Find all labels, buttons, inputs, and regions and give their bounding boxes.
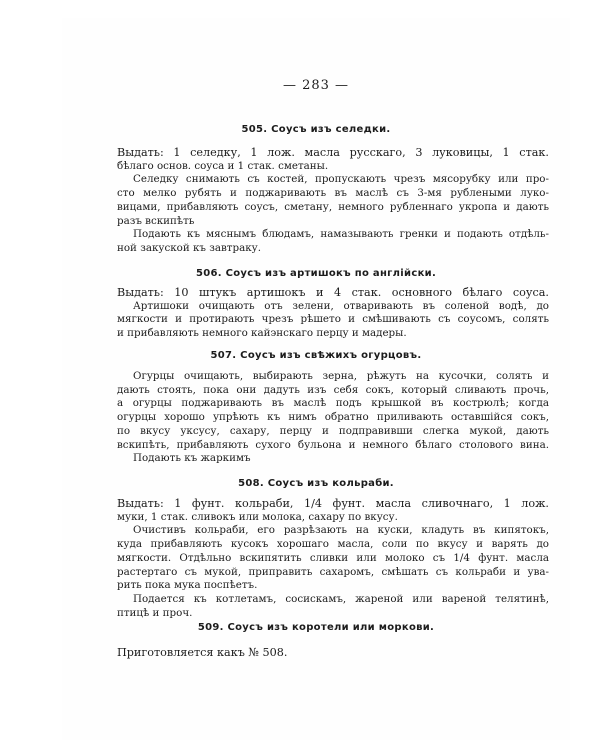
recipe-508-heading: 508. Соусъ изъ кольраби. — [238, 478, 394, 489]
text-line: разъ вскипѣть — [117, 214, 195, 227]
text-line: Подають къ мяснымъ блюдамъ, намазывають гренки и подають отдѣль- — [133, 228, 549, 241]
text-line: Подають къ жаркимъ — [133, 452, 251, 465]
recipe-507-heading: 507. Соусъ изъ свѣжихъ огурцовъ. — [210, 350, 422, 361]
text-line: Огурцы очищають, выбирають зерна, рѣжуть на кусочки, солять и — [133, 370, 549, 382]
text-line: огурцы хорошо упрѣють къ нимъ обратно приливають оставшійся сокъ, — [117, 411, 549, 424]
recipe-508-body — [117, 497, 549, 620]
text-line: птицѣ и проч. — [117, 606, 193, 619]
recipe-509-heading: 509. Соусъ изъ коротели или моркови. — [197, 622, 435, 633]
page-number: — 283 — — [282, 78, 350, 93]
text-line: Приготовляется какъ № 508. — [117, 646, 288, 659]
text-line: Выдать: 1 фунт. кольраби, 1/4 фунт. масла сливочнаго, 1 лож. — [117, 497, 549, 510]
book-page — [62, 18, 570, 740]
recipe-505-heading: 505. Соусъ изъ селедки. — [241, 124, 391, 135]
recipe-506-body — [117, 286, 549, 341]
text-line: по вкусу уксусу, сахару, перцу и подправивши слегка мукой, дають — [117, 424, 549, 437]
recipe-506-heading: 506. Соусъ изъ артишокъ по англійски. — [195, 268, 437, 279]
text-line: Очистивъ кольраби, его разрѣзають на куски, кладуть въ кипятокъ, — [133, 524, 549, 537]
text-line: Выдать: 1 селедку, 1 лож. масла русскаго, 3 луковицы, 1 стак. — [117, 146, 549, 159]
text-line: Селедку снимають съ костей, пропускають чрезъ мясорубку или про- — [133, 173, 549, 186]
text-line: растертаго съ мукой, приправить сахаромъ, смѣшать съ кольраби и ува- — [117, 565, 549, 578]
text-line: вицами, прибавляють соусъ, сметану, немного рубленнаго укропа и дають — [117, 200, 549, 213]
text-line: Выдать: 10 штукъ артишокъ и 4 стак. основного бѣлаго соуса. — [117, 286, 549, 299]
text-line: сто мелко рубять и поджаривають въ маслѣ съ 3-мя рублеными луко- — [117, 187, 549, 200]
text-line: бѣлаго основ. соуса и 1 стак. сметаны. — [117, 159, 329, 172]
text-line: рить пока мука поспѣетъ. — [117, 579, 258, 592]
text-line: мягкости и протирають чрезъ рѣшето и смѣшивають съ соусомъ, солять — [117, 313, 549, 326]
text-line: Артишоки очищають отъ зелени, отваривають въ соленой водѣ, до — [133, 299, 549, 312]
text-line: дають стоять, пока они дадуть изъ себя сокъ, который сливають прочь, — [117, 383, 549, 396]
text-line: мягкости. Отдѣльно вскипятить сливки или молоко съ 1/4 фунт. масла — [117, 551, 549, 564]
text-line: Подается къ котлетамъ, сосискамъ, жареной или вареной телятинѣ, — [133, 592, 549, 605]
text-line: а огурцы поджаривають въ маслѣ подъ крышкой въ кострюлѣ; когда — [117, 397, 549, 410]
text-line: ной закуской къ завтраку. — [117, 241, 261, 254]
text-line: и прибавляють немного кайэнскаго перцу и мадеры. — [117, 327, 407, 340]
recipe-505-body — [117, 146, 549, 256]
recipe-507-body — [117, 370, 549, 466]
recipe-509-body — [117, 646, 549, 660]
text-line: куда прибавляють кусокъ хорошаго масла, соли по вкусу и варять до — [117, 538, 549, 551]
text-line: вскипѣть, прибавляють сухого бульона и немного бѣлаго столового вина. — [117, 438, 549, 451]
text-line: муки, 1 стак. сливокъ или молока, сахару по вкусу. — [117, 510, 398, 523]
